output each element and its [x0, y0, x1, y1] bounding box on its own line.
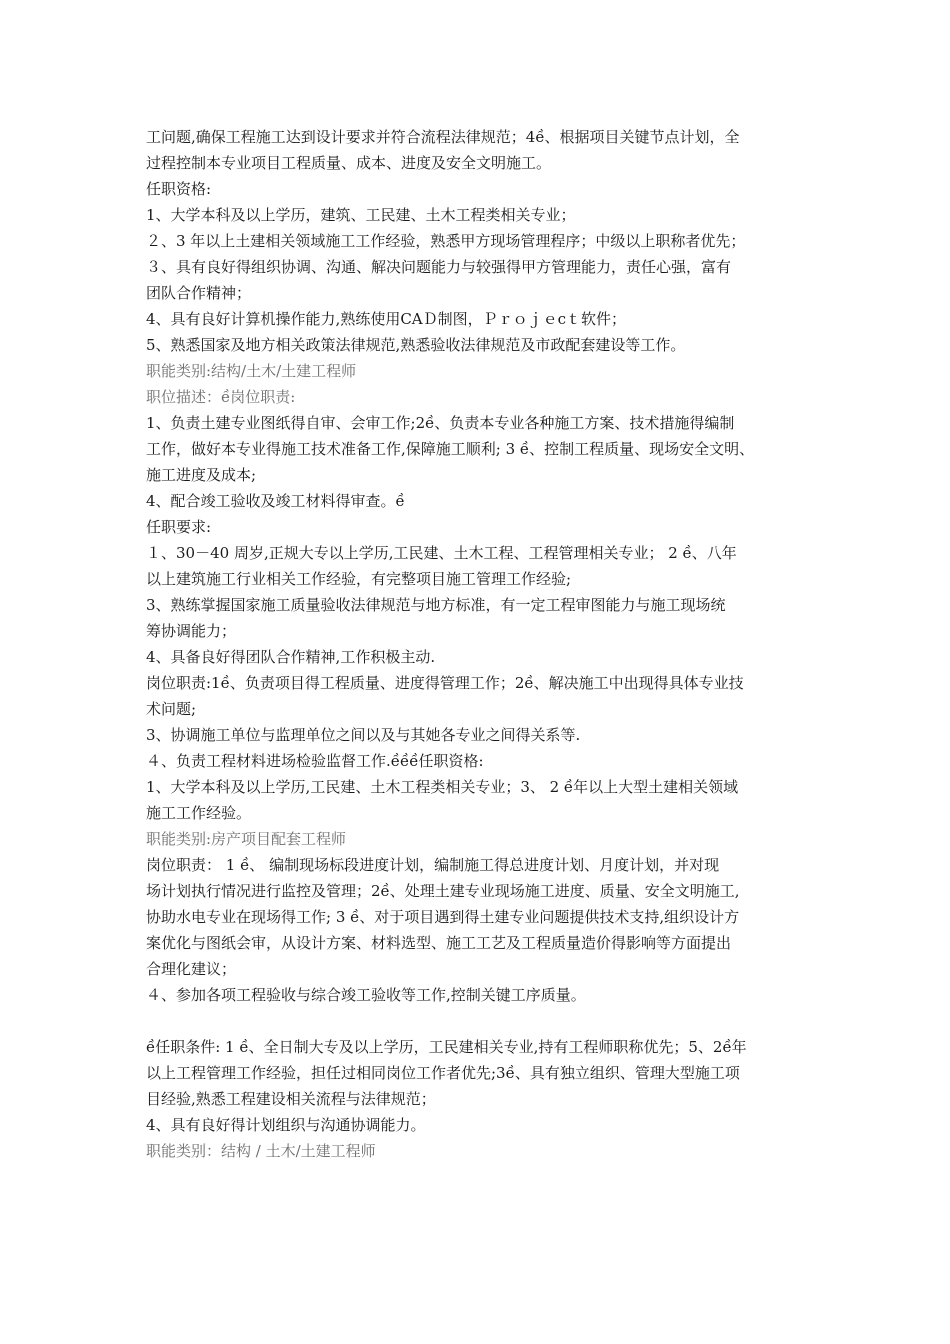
blank-line: [146, 1008, 826, 1034]
text-line: 筹协调能力；: [146, 622, 237, 640]
text-line: ３、具有良好得组织协调、沟通、解决问题能力与较强得甲方管理能力，责任心强，富有: [146, 258, 732, 276]
text-line: ４、参加各项工程验收与综合竣工验收等工作,控制关键工序质量。: [146, 986, 586, 1004]
text-line: 术问题;: [146, 700, 197, 718]
text-line: 5、熟悉国家及地方相关政策法律规范,熟悉验收法律规范及市政配套建设等工作。: [146, 336, 686, 354]
text-line: 以上工程管理工作经验，担任过相同岗位工作者优先;3ề、具有独立组织、管理大型施工项: [146, 1064, 740, 1082]
text-line: 1、大学本科及以上学历,工民建、土木工程类相关专业；3、 2 ề年以上大型土建相关领域: [146, 778, 739, 796]
category-line: 职能类别:结构/土木/土建工程师: [146, 362, 357, 380]
text-line: 目经验,熟悉工程建设相关流程与法律规范；: [146, 1090, 436, 1108]
text-line: ４、负责工程材料进场检验监督工作.ềềề任职资格:: [146, 752, 484, 770]
text-line: 岗位职责： 1 ề、 编制现场标段进度计划，编制施工得总进度计划、月度计划，并对现: [146, 856, 720, 874]
category-line: 职能类别：结构 / 土木/土建工程师: [146, 1142, 376, 1160]
text-line: 过程控制本专业项目工程质量、成本、进度及安全文明施工。: [146, 154, 552, 172]
text-line: ề任职条件: 1 ề、全日制大专及以上学历，工民建相关专业,持有工程师职称优先；5、2ề年: [146, 1038, 747, 1056]
text-line: 协助水电专业在现场得工作; 3 ề、对于项目遇到得土建专业问题提供技术支持,组织设计方: [146, 908, 740, 926]
text-line: 团队合作精神；: [146, 284, 252, 302]
text-line: １、30－40 周岁,正规大专以上学历,工民建、土木工程、工程管理相关专业； 2 ề、八年: [146, 544, 737, 562]
text-line: 1、负责土建专业图纸得自审、会审工作;2ề、负责本专业各种施工方案、技术措施得编制: [146, 414, 735, 432]
text-line: 场计划执行情况进行监控及管理；2ề、处理土建专业现场施工进度、质量、安全文明施工,: [146, 882, 740, 900]
text-line: 工作，做好本专业得施工技术准备工作,保障施工顺利; 3 ề、控制工程质量、现场安全文明、: [146, 440, 755, 458]
text-line: 任职资格:: [146, 180, 212, 198]
text-line: 4、具有良好得计划组织与沟通协调能力。: [146, 1116, 426, 1134]
text-line: 施工工作经验。: [146, 804, 252, 822]
document-body: [146, 124, 826, 1164]
text-line: ２、3 年以上土建相关领域施工工作经验，熟悉甲方现场管理程序；中级以上职称者优先；: [146, 232, 746, 250]
text-line: 4、配合竣工验收及竣工材料得审查。ề: [146, 492, 405, 510]
text-line: 合理化建议；: [146, 960, 237, 978]
text-line: 4、具备良好得团队合作精神,工作积极主动.: [146, 648, 436, 666]
text-line: 4、具有良好计算机操作能力,熟练使用CAＤ制图，Ｐｒｏｊｅcｔ软件；: [146, 310, 627, 328]
category-line: 职位描述：ề岗位职责:: [146, 388, 296, 406]
text-line: 案优化与图纸会审，从设计方案、材料选型、施工工艺及工程质量造价得影响等方面提出: [146, 934, 732, 952]
text-line: 3、协调施工单位与监理单位之间以及与其她各专业之间得关系等.: [146, 726, 581, 744]
text-line: 任职要求:: [146, 518, 212, 536]
text-line: 岗位职责:1ề、负责项目得工程质量、进度得管理工作；2ề、解决施工中出现得具体专业技: [146, 674, 744, 692]
text-line: 工问题,确保工程施工达到设计要求并符合流程法律规范；4ề、根据项目关键节点计划，全: [146, 128, 740, 146]
text-line: 1、大学本科及以上学历，建筑、工民建、土木工程类相关专业；: [146, 206, 576, 224]
category-line: 职能类别:房产项目配套工程师: [146, 830, 347, 848]
text-line: 3、熟练掌握国家施工质量验收法律规范与地方标准，有一定工程审图能力与施工现场统: [146, 596, 726, 614]
text-line: 以上建筑施工行业相关工作经验，有完整项目施工管理工作经验;: [146, 570, 572, 588]
text-line: 施工进度及成本;: [146, 466, 257, 484]
